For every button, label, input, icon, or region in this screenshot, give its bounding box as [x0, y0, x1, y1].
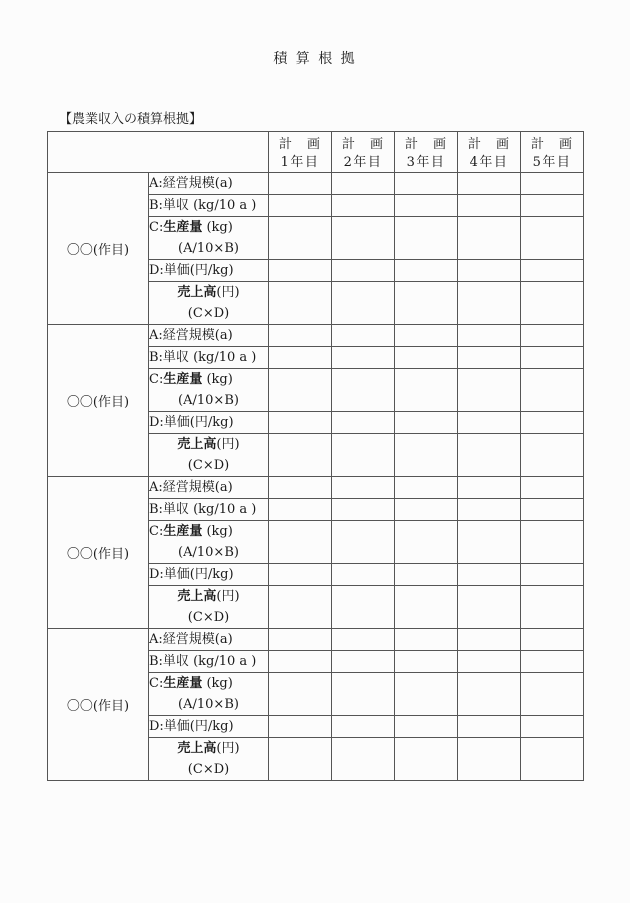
plan-label: 計 画	[467, 136, 510, 152]
value-cell	[458, 325, 521, 347]
row-label-sales-formula: (C×D)	[187, 306, 230, 321]
value-cell	[521, 564, 584, 586]
value-cell	[395, 369, 458, 412]
value-cell	[332, 499, 395, 521]
value-cell	[269, 716, 332, 738]
label-text: (円)	[216, 741, 240, 756]
row-label-b: B:単収 (kg/10 a )	[149, 651, 269, 673]
value-cell	[395, 195, 458, 217]
table-row	[48, 629, 584, 651]
value-cell	[521, 477, 584, 499]
label-text: C:	[149, 524, 164, 539]
crop-name-cell: 〇〇(作目)	[48, 629, 149, 781]
value-cell	[269, 651, 332, 673]
value-cell	[521, 651, 584, 673]
row-label-c	[149, 369, 269, 412]
label-text: (円)	[216, 285, 240, 300]
value-cell	[332, 477, 395, 499]
value-cell	[458, 173, 521, 195]
value-cell	[332, 217, 395, 260]
label-text: (円)	[216, 589, 240, 604]
year-header-cell	[521, 132, 584, 173]
value-cell	[521, 716, 584, 738]
year-header-cell	[395, 132, 458, 173]
crop-name-cell: 〇〇(作目)	[48, 325, 149, 477]
label-text-bold: 売上高	[177, 285, 217, 300]
value-cell	[269, 477, 332, 499]
value-cell	[521, 369, 584, 412]
value-cell	[458, 586, 521, 629]
value-cell	[458, 564, 521, 586]
value-cell	[269, 217, 332, 260]
value-cell	[521, 673, 584, 716]
label-text-bold: 売上高	[177, 741, 217, 756]
year-label: 2年目	[343, 154, 383, 170]
value-cell	[521, 738, 584, 781]
row-label-sales-line1	[149, 738, 268, 759]
year-header-cell	[332, 132, 395, 173]
value-cell	[395, 477, 458, 499]
value-cell	[395, 564, 458, 586]
label-text-bold: 生産量	[163, 372, 203, 387]
year-label: 5年目	[532, 154, 572, 170]
row-label-sales-formula: (C×D)	[187, 762, 230, 777]
value-cell	[332, 260, 395, 282]
value-cell	[269, 195, 332, 217]
value-cell	[521, 347, 584, 369]
row-label-b: B:単収 (kg/10 a )	[149, 347, 269, 369]
label-text: C:	[149, 676, 164, 691]
value-cell	[332, 521, 395, 564]
value-cell	[395, 521, 458, 564]
value-cell	[395, 282, 458, 325]
value-cell	[332, 412, 395, 434]
row-label-c-formula: (A/10×B)	[178, 393, 239, 408]
value-cell	[395, 716, 458, 738]
plan-label: 計 画	[341, 136, 384, 152]
value-cell	[269, 673, 332, 716]
value-cell	[332, 651, 395, 673]
value-cell	[458, 195, 521, 217]
value-cell	[269, 629, 332, 651]
value-cell	[395, 260, 458, 282]
value-cell	[521, 195, 584, 217]
value-cell	[521, 260, 584, 282]
row-label-c-line1	[149, 217, 268, 238]
value-cell	[395, 629, 458, 651]
value-cell	[269, 260, 332, 282]
value-cell	[458, 651, 521, 673]
year-label: 1年目	[280, 154, 320, 170]
label-text: (kg)	[202, 676, 233, 691]
value-cell	[269, 521, 332, 564]
row-label-sales-formula: (C×D)	[187, 458, 230, 473]
value-cell	[332, 347, 395, 369]
estimation-table	[47, 131, 584, 781]
year-header-cell	[458, 132, 521, 173]
year-label: 4年目	[469, 154, 509, 170]
row-label-sales-formula: (C×D)	[187, 610, 230, 625]
crop-block	[48, 173, 584, 325]
value-cell	[269, 738, 332, 781]
row-label-sales-line1	[149, 282, 268, 303]
value-cell	[458, 347, 521, 369]
row-label-sales	[149, 434, 269, 477]
crop-block	[48, 477, 584, 629]
label-text: (円)	[216, 437, 240, 452]
value-cell	[332, 325, 395, 347]
value-cell	[458, 499, 521, 521]
value-cell	[458, 521, 521, 564]
value-cell	[395, 217, 458, 260]
plan-label: 計 画	[404, 136, 447, 152]
row-label-c	[149, 521, 269, 564]
label-text-bold: 売上高	[177, 437, 217, 452]
row-label-a: A:経営規模(a)	[149, 477, 269, 499]
value-cell	[269, 586, 332, 629]
row-label-sales-line1	[149, 586, 268, 607]
row-label-sales	[149, 282, 269, 325]
row-label-c	[149, 673, 269, 716]
value-cell	[332, 716, 395, 738]
value-cell	[521, 325, 584, 347]
year-label: 3年目	[406, 154, 446, 170]
value-cell	[458, 260, 521, 282]
value-cell	[332, 282, 395, 325]
section-heading: 【農業収入の積算根拠】	[59, 112, 203, 127]
plan-label: 計 画	[278, 136, 321, 152]
value-cell	[395, 173, 458, 195]
label-text: C:	[149, 220, 164, 235]
header-row	[48, 132, 584, 173]
value-cell	[269, 325, 332, 347]
value-cell	[521, 629, 584, 651]
value-cell	[458, 434, 521, 477]
value-cell	[521, 434, 584, 477]
value-cell	[521, 499, 584, 521]
value-cell	[395, 651, 458, 673]
value-cell	[395, 347, 458, 369]
row-label-sales	[149, 738, 269, 781]
row-label-c-line1	[149, 369, 268, 390]
value-cell	[269, 499, 332, 521]
plan-label: 計 画	[530, 136, 573, 152]
label-text: C:	[149, 372, 164, 387]
value-cell	[269, 282, 332, 325]
value-cell	[332, 673, 395, 716]
value-cell	[521, 412, 584, 434]
row-label-d: D:単価(円/kg)	[149, 716, 269, 738]
table-row	[48, 173, 584, 195]
value-cell	[458, 629, 521, 651]
value-cell	[332, 564, 395, 586]
value-cell	[269, 173, 332, 195]
label-text: (kg)	[202, 372, 233, 387]
value-cell	[269, 347, 332, 369]
row-label-c-formula: (A/10×B)	[178, 697, 239, 712]
value-cell	[395, 434, 458, 477]
label-text-bold: 生産量	[163, 220, 203, 235]
value-cell	[332, 195, 395, 217]
value-cell	[521, 521, 584, 564]
crop-name-cell: 〇〇(作目)	[48, 477, 149, 629]
value-cell	[395, 499, 458, 521]
value-cell	[332, 738, 395, 781]
row-label-c	[149, 217, 269, 260]
label-text: (kg)	[202, 524, 233, 539]
crop-block	[48, 629, 584, 781]
year-header-cell	[269, 132, 332, 173]
value-cell	[395, 738, 458, 781]
header-corner-cell	[48, 132, 269, 173]
value-cell	[458, 412, 521, 434]
table-row	[48, 325, 584, 347]
value-cell	[458, 673, 521, 716]
value-cell	[332, 434, 395, 477]
value-cell	[521, 586, 584, 629]
value-cell	[332, 629, 395, 651]
value-cell	[521, 217, 584, 260]
row-label-a: A:経営規模(a)	[149, 325, 269, 347]
table-row	[48, 477, 584, 499]
row-label-c-formula: (A/10×B)	[178, 241, 239, 256]
value-cell	[332, 586, 395, 629]
value-cell	[458, 716, 521, 738]
label-text: (kg)	[202, 220, 233, 235]
value-cell	[395, 325, 458, 347]
crop-name-cell: 〇〇(作目)	[48, 173, 149, 325]
row-label-c-line1	[149, 673, 268, 694]
label-text-bold: 生産量	[163, 676, 203, 691]
value-cell	[395, 412, 458, 434]
value-cell	[521, 173, 584, 195]
row-label-a: A:経営規模(a)	[149, 173, 269, 195]
value-cell	[458, 477, 521, 499]
page-title: 積 算 根 拠	[273, 51, 357, 67]
value-cell	[269, 369, 332, 412]
row-label-sales	[149, 586, 269, 629]
row-label-sales-line1	[149, 434, 268, 455]
row-label-d: D:単価(円/kg)	[149, 564, 269, 586]
value-cell	[458, 282, 521, 325]
value-cell	[269, 434, 332, 477]
crop-block	[48, 325, 584, 477]
value-cell	[332, 173, 395, 195]
value-cell	[521, 282, 584, 325]
row-label-d: D:単価(円/kg)	[149, 260, 269, 282]
value-cell	[458, 369, 521, 412]
value-cell	[332, 369, 395, 412]
row-label-b: B:単収 (kg/10 a )	[149, 499, 269, 521]
value-cell	[395, 586, 458, 629]
row-label-c-formula: (A/10×B)	[178, 545, 239, 560]
value-cell	[458, 738, 521, 781]
row-label-a: A:経営規模(a)	[149, 629, 269, 651]
row-label-b: B:単収 (kg/10 a )	[149, 195, 269, 217]
value-cell	[458, 217, 521, 260]
value-cell	[395, 673, 458, 716]
row-label-d: D:単価(円/kg)	[149, 412, 269, 434]
label-text-bold: 生産量	[163, 524, 203, 539]
label-text-bold: 売上高	[177, 589, 217, 604]
value-cell	[269, 564, 332, 586]
value-cell	[269, 412, 332, 434]
row-label-c-line1	[149, 521, 268, 542]
